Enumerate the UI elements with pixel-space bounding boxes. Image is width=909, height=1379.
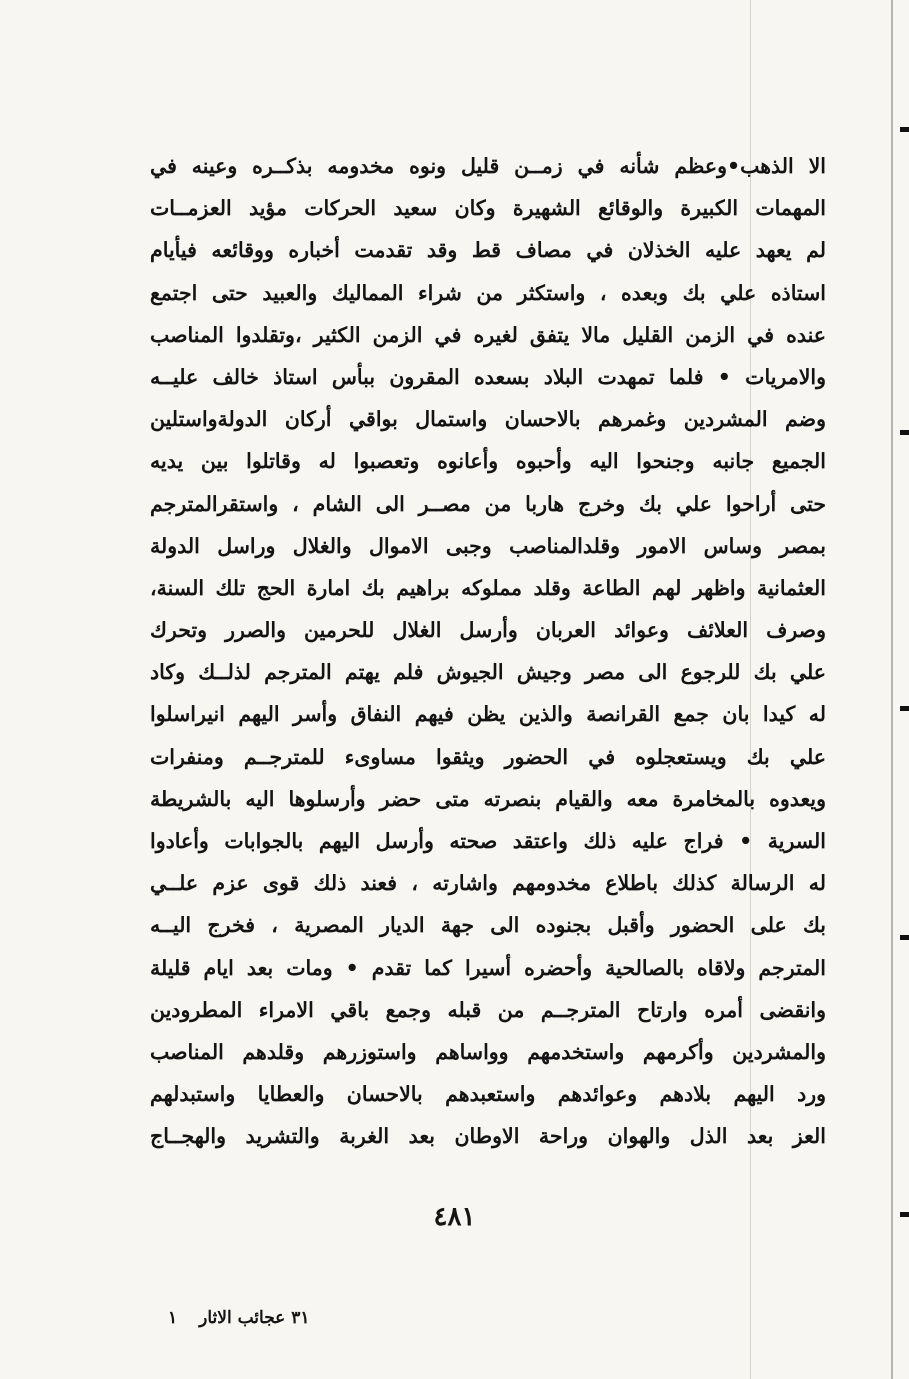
text-line: ورد اليهم بلادهم وعوائدهم واستعبدهم بالاحسان والعطايا واستبدلهم: [150, 1082, 826, 1107]
text-line: وانقضى أمره وارتاح المترجــم من قبله وجمع باقي الامراء المطرودين: [150, 997, 826, 1022]
text-line: وضم المشردين وغمرهم بالاحسان واستمال بواقي أركان الدولةواستلين: [150, 407, 826, 432]
text-line: العثمانية واظهر لهم الطاعة وقلد مملوكه براهيم بك امارة الحج تلك السنة،: [150, 575, 826, 600]
binding-mark: [900, 430, 909, 435]
text-line: بك على الحضور وأقبل بجنوده الى جهة الديار المصرية ، فخرج اليــه: [150, 913, 826, 938]
text-line: لم يعهد عليه الخذلان في مصاف قط وقد تقدمت أخباره ووقائعه فيأيام: [150, 238, 826, 263]
text-line: السرية • فراج عليه ذلك واعتقد صحته وأرسل اليهم بالجوابات وأعادوا: [150, 829, 826, 853]
page-fold-line: [891, 0, 893, 1379]
text-line: علي بك ويستعجلوه في الحضور ويثقوا مساوىء للمترجــم ومنفرات: [150, 744, 826, 769]
text-line: الا الذهب•وعظم شأنه في زمــن قليل ونوه مخدومه بذكــره وعينه في: [150, 154, 826, 178]
page-number: ٤٨١: [433, 1202, 476, 1232]
text-line: عنده في الزمن القليل مالا يتفق لغيره في الزمن الكثير ،وتقلدوا المناصب: [150, 322, 826, 347]
binding-mark: [900, 706, 909, 711]
text-line: استاذه علي بك وبعده ، واستكثر من شراء المماليك والعبيد حتى اجتمع: [150, 280, 826, 305]
footer-signature: [168, 1308, 310, 1328]
text-line: ويعدوه بالمخامرة معه والقيام بنصرته متى حضر وأرسلوها اليه بالشريطة: [150, 786, 826, 811]
text-line: المترجم ولاقاه بالصالحية وأحضره أسيرا كما تقدم • ومات بعد ايام قليلة: [150, 955, 826, 980]
footer-signature-text: ٣١ عجائب الاثار: [199, 1308, 310, 1328]
binding-mark: [900, 127, 909, 132]
text-line: والامريات • فلما تمهدت البلاد بسعده المقرون ببأس استاذ خالف عليــه: [150, 364, 826, 389]
text-line: علي بك للرجوع الى مصر وجيش الجيوش فلم يهتم المترجم لذلــك وكاد: [150, 660, 826, 685]
text-line: العز بعد الذل والهوان وراحة الاوطان بعد الغربة والتشريد والهجــاج: [150, 1124, 826, 1149]
text-line: المهمات الكبيرة والوقائع الشهيرة وكان سعيد الحركات مؤيد العزمــات: [150, 196, 826, 221]
text-line: الجميع جانبه وجنحوا اليه وأحبوه وأعانوه وتعصبوا له وقاتلوا بين يديه: [150, 449, 826, 474]
footer-volume: ١: [168, 1308, 178, 1328]
text-line: بمصر وساس الامور وقلدالمناصب وجبى الاموال والغلال وراسل الدولة: [150, 533, 826, 558]
text-line: له كيدا بان جمع القرانصة والذين يظن فيهم النفاق وأسر اليهم انيراسلوا: [150, 702, 826, 727]
text-line: والمشردين وأكرمهم واستخدمهم وواساهم واستوزرهم وقلدهم المناصب: [150, 1039, 826, 1064]
text-line: له الرسالة كذلك باطلاع مخدومهم واشارته ، فعند ذلك قوى عزم علــي: [150, 871, 826, 896]
binding-mark: [900, 935, 909, 940]
text-line: وصرف العلائف وعوائد العربان وأرسل الغلال للحرمين والصرر وتحرك: [150, 618, 826, 643]
text-line: حتى أراحوا علي بك وخرج هاربا من مصــر الى الشام ، واستقرالمترجم: [150, 491, 826, 516]
body-text: [150, 145, 826, 1158]
